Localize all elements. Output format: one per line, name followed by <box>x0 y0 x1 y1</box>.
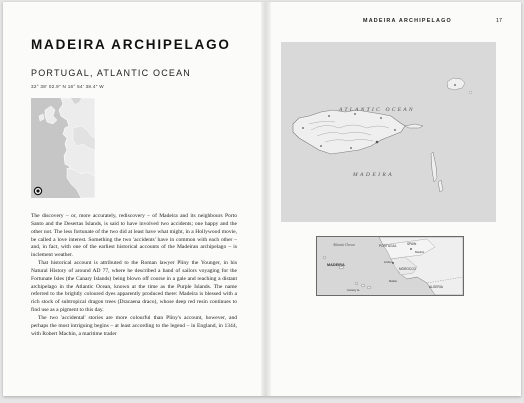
body-text <box>31 213 237 393</box>
paragraph: That historical account is attributed to the Roman lawyer Pliny the Younger, in his Natural History of around AD 77, where he described a band of sailors voyaging for the Fortunate Isles (the Canary Islands) being blown off course in a gale and reaching a distant archipelago in the Atlantic Ocean, known at the time as the Purple Islands. The name referred to the brightly coloured dyes apparently produced there: Madeira is blessed with a rich stock of subtropical dragon trees (Dracaena draco), whose deep red resin continues to find use as a pigment to this day. <box>31 260 237 314</box>
madeira-map-graphic <box>281 42 496 222</box>
page-title: MADEIRA ARCHIPELAGO <box>31 37 231 52</box>
inset-map <box>316 236 464 296</box>
page-subtitle: PORTUGAL, ATLANTIC OCEAN <box>31 68 191 78</box>
page-number: 17 <box>496 18 502 24</box>
place-label-rabat: Rabat <box>389 279 397 283</box>
book-spread <box>3 2 521 396</box>
locator-map <box>31 98 95 198</box>
place-label-lisbon: Lisbon <box>384 260 393 264</box>
madeira-map <box>281 42 496 222</box>
book-gutter <box>261 2 271 396</box>
island-label: MADEIRA <box>353 172 395 178</box>
place-label-canary-islands: Canary Is. <box>347 288 361 292</box>
ocean-label: ATLANTIC OCEAN <box>339 107 415 113</box>
running-head: MADEIRA ARCHIPELAGO <box>363 18 452 24</box>
place-label-madrid: Madrid <box>415 250 424 254</box>
coordinates: 32° 38′ 02.9″ N 16° 54′ 38.4″ W <box>31 84 104 89</box>
locator-map-graphic <box>31 98 95 198</box>
country-label-algeria: ALGERIA <box>429 285 443 289</box>
location-marker-icon <box>33 186 43 196</box>
country-label-spain: SPAIN <box>407 242 417 246</box>
country-label-morocco: MOROCCO <box>399 267 416 271</box>
inset-focus-label: MADEIRA <box>327 263 345 267</box>
paragraph: The two 'accidental' stories are more colourful than Pliny's account, however, and perhaps the most intriguing begins – at least according to the legend – in England, in 1344, with Robert Machin, a maritime trader <box>31 314 237 337</box>
inset-ocean-label: Atlantic Ocean <box>333 243 355 247</box>
paragraph: The discovery – or, more accurately, rediscovery – of Madeira and its neighbours Porto Santo and the Desertas Islands, is said to have involved two accidents; one happy and the other not. The less fortunate of the two did at least have what might, in a Hollywood movie, be called a love interest. Something the two 'accidents' have in common with each other – and, in fact, with one of the earliest historical accounts of the Madeiran archipelago – is inclement weather. <box>31 213 237 259</box>
country-label-portugal: PORTUGAL <box>379 244 397 248</box>
